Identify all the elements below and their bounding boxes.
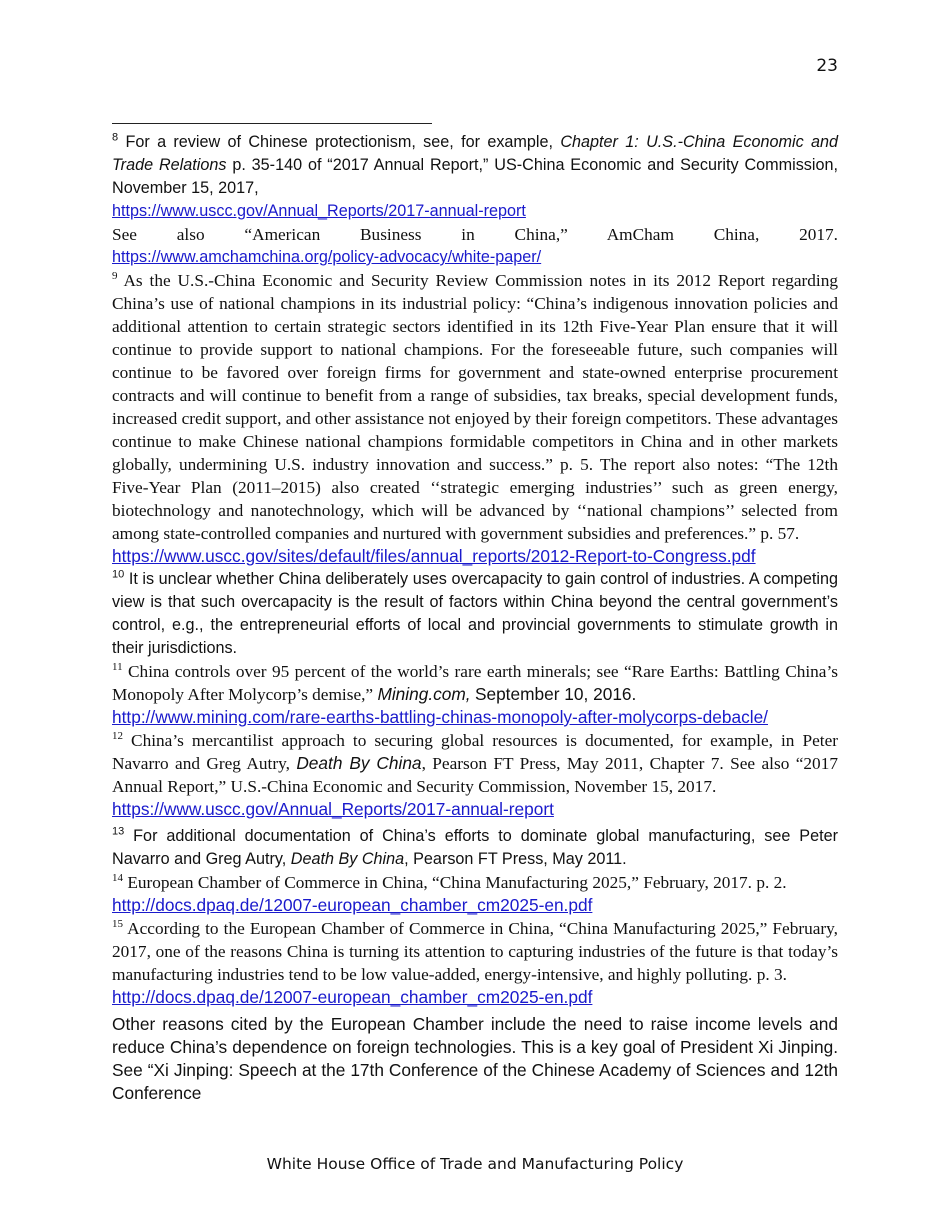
footnote-text: European Chamber of Commerce in China, “China Manufacturing 2025,” February, 2017. p. 2. [127, 873, 787, 892]
footnote-link[interactable]: http://www.mining.com/rare-earths-battling-chinas-monopoly-after-molycorps-debacle/ [112, 707, 768, 727]
footnote-text: It is unclear whether China deliberately uses overcapacity to gain control of industries. A competing view is that such overcapacity is the result of factors within China beyond the central government’s control, e.g., the entrepreneurial efforts of local and provincial governments to stimulate growth in their jurisdictions. [112, 570, 839, 657]
footnote-text: China controls over 95 percent of the world’s rare earth minerals; see “Rare Earths: Battling China’s Monopoly After Molycorp’s demise,” [112, 662, 839, 704]
footnote-italic-title: Mining.com, [377, 684, 471, 704]
footnote-text: As the U.S.-China Economic and Security Review Commission notes in its 2012 Report regarding China’s use of national champions in its industrial policy: “China’s indigenous innovation policies and additional attention to certain strategic sectors identified in its 12th Five-Year Plan ensure that it will continue to provide support to national champions. For the foreseeable future, such companies will continue to be favored over foreign firms for government and state-owned enterprise procurement contracts and will continue to benefit from a range of subsidies, tax breaks, special development funds, increased credit support, and other assistance not enjoyed by their foreign competitors. These advantages continue to make Chinese national champions formidable competitors in China and in other markets globally, undermining U.S. industry innovation and success.” p. 5. The report also notes: “The 12th Five-Year Plan (2011–2015) also created ‘‘strategic emerging industries’’ such as green energy, biotechnology and nanotechnology, which will be advanced by ‘‘national champions’’ selected from among state-controlled companies and nurtured with government subsidies and preferences.” p. 57. [112, 271, 838, 543]
footnote-14 [112, 871, 838, 917]
footnote-9 [112, 269, 838, 568]
footnote-italic-title: Death By China [290, 850, 405, 868]
footnote-number: 8 [112, 131, 119, 144]
footnote-12 [112, 729, 838, 821]
footnote-15 [112, 917, 838, 1105]
footnote-number: 14 [112, 872, 123, 885]
footnote-text: For additional documentation of China’s efforts to dominate global manufacturing, see Peter Navarro and Greg Autry, [112, 827, 839, 868]
footnote-8 [112, 131, 838, 269]
footnote-link[interactable]: http://docs.dpaq.de/12007-european_chamber_cm2025-en.pdf [112, 987, 593, 1007]
footnote-number: 9 [112, 270, 118, 283]
footnote-italic-title: Death By China [296, 753, 422, 773]
footnote-text: , Pearson FT Press, May 2011. [404, 850, 627, 868]
footnote-number: 11 [112, 661, 123, 674]
footnote-text: China’s mercantilist approach to securing global resources is documented, for example, in Peter Navarro and Greg Autry, [112, 731, 838, 773]
footnote-link[interactable]: https://www.uscc.gov/Annual_Reports/2017-annual-report [112, 202, 526, 220]
footnote-link[interactable]: https://www.uscc.gov/Annual_Reports/2017-annual-report [112, 799, 554, 819]
footnote-text: September 10, 2016. [474, 684, 637, 704]
footnote-italic-title: Chapter 1: U.S.-China Economic and Trade Relations [112, 133, 839, 174]
footnote-number: 13 [112, 825, 125, 838]
page-number: 23 [816, 56, 838, 76]
page-footer: White House Office of Trade and Manufacturing Policy [266, 1155, 684, 1173]
footnote-separator [112, 123, 432, 124]
footnote-link[interactable]: https://www.amchamchina.org/policy-advocacy/white-paper/ [112, 248, 542, 266]
footnote-continuation: Other reasons cited by the European Chamber include the need to raise income levels and reduce China’s dependence on foreign technologies. This is a key goal of President Xi Jinping. See “Xi Jinping: Speech at the 17th Conference of the Chinese Academy of Sciences and 12th Conference [112, 1014, 838, 1103]
footnote-text: See also “American Business in China,” AmCham China, 2017. [112, 225, 838, 244]
footnote-number: 12 [112, 730, 123, 743]
footnote-11 [112, 660, 838, 729]
footnote-text: p. 35-140 of “2017 Annual Report,” US-China Economic and Security Commission, November 15, 2017, [112, 156, 838, 197]
footnote-number: 15 [112, 918, 123, 931]
footnote-number: 10 [112, 568, 125, 581]
footnote-link[interactable]: https://www.uscc.gov/sites/default/files/annual_reports/2012-Report-to-Congress.pdf [112, 546, 756, 566]
footnote-10 [112, 568, 838, 660]
footnote-text: , Pearson FT Press, May 2011, Chapter 7. See also “2017 Annual Report,” U.S.-China Economic and Security Commission, November 15, 2017. [112, 754, 838, 796]
footnote-text: For a review of Chinese protectionism, see, for example, [125, 133, 553, 151]
footnote-13 [112, 825, 838, 871]
footnotes-section [112, 131, 838, 1105]
footnote-text: According to the European Chamber of Commerce in China, “China Manufacturing 2025,” February, 2017, one of the reasons China is turning its attention to capturing industries of the future is that today’s manufacturing industries tend to be low value-added, energy-intensive, and highly polluting. p. 3. [112, 919, 838, 984]
footnote-link[interactable]: http://docs.dpaq.de/12007-european_chamber_cm2025-en.pdf [112, 895, 593, 915]
